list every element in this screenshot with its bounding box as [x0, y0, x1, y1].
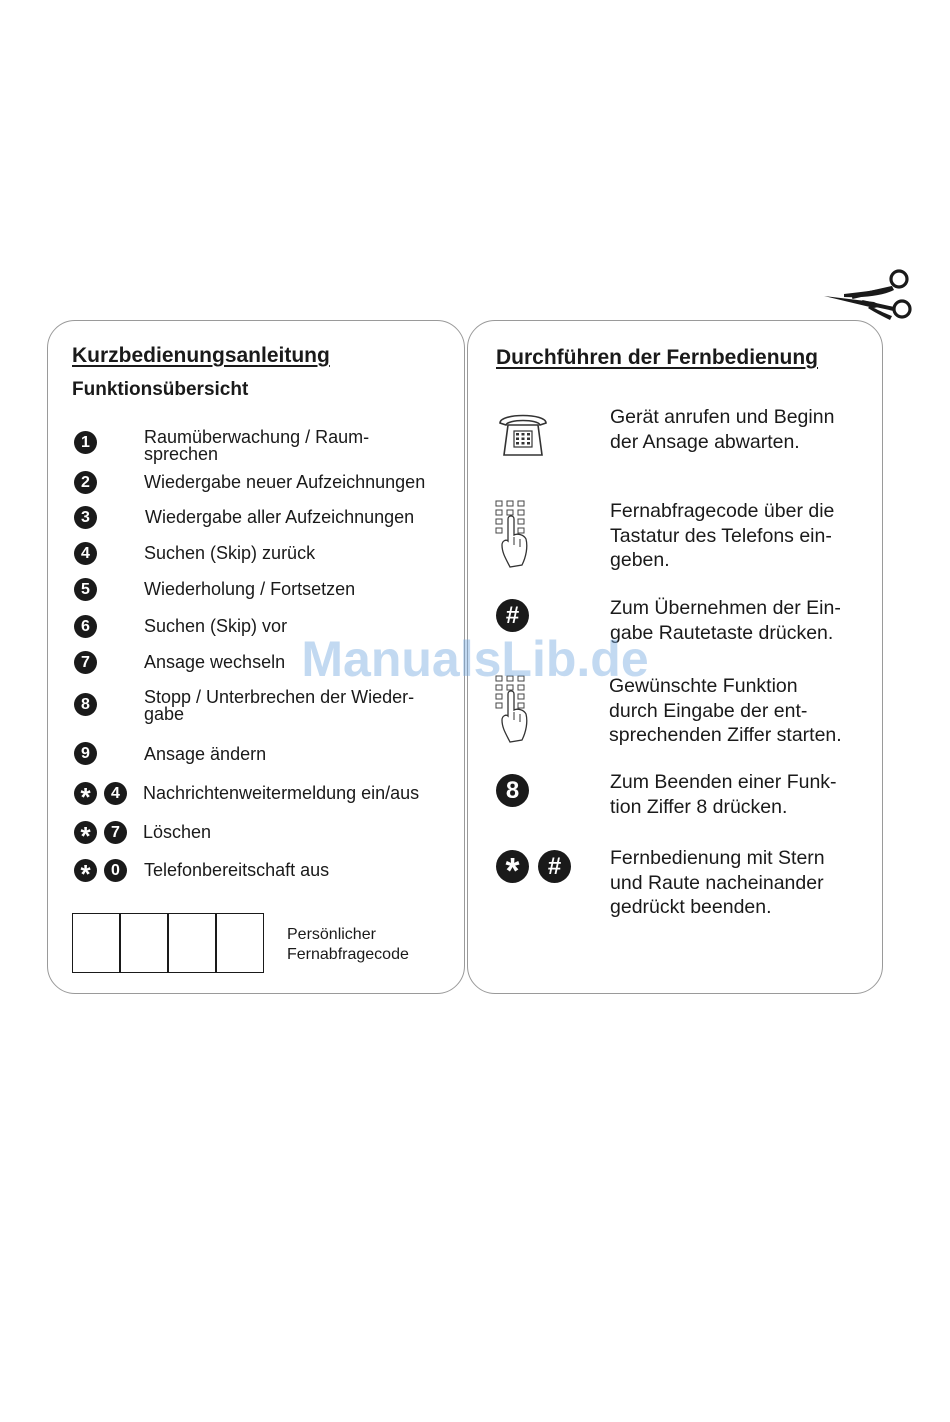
- code-digit-box-4[interactable]: [216, 913, 264, 973]
- function-text: Wiedergabe neuer Aufzeichnungen: [144, 472, 426, 492]
- telephone-icon: [494, 407, 552, 459]
- function-text: Ansage ändern: [144, 744, 267, 764]
- function-text: Telefonbereitschaft aus: [144, 860, 330, 880]
- step-text: Gerät anrufen und Beginn der Ansage abwarten.: [610, 406, 835, 453]
- star-key-icon: *: [496, 850, 529, 883]
- key-4-icon: 4: [74, 542, 97, 565]
- remote-control-card: [467, 320, 883, 994]
- key-7-icon: 7: [104, 821, 127, 844]
- step-text: Fernabfragecode über die Tastatur des Telefons ein- geben.: [610, 500, 835, 571]
- key-3-icon: 3: [74, 506, 97, 529]
- scissors-icon: [822, 266, 914, 322]
- function-text: Suchen (Skip) zurück: [144, 543, 316, 563]
- digit-8-key-icon: 8: [496, 774, 529, 807]
- code-digit-box-3[interactable]: [168, 913, 216, 973]
- step-text: Zum Übernehmen der Ein- gabe Rautetaste drücken.: [610, 597, 841, 644]
- key-9-icon: 9: [74, 742, 97, 765]
- function-overview-subtitle: Funktionsübersicht: [72, 379, 249, 400]
- key-8-icon: 8: [74, 693, 97, 716]
- star-key-icon: *: [74, 782, 97, 805]
- code-digit-box-1[interactable]: [72, 913, 120, 973]
- step-text: Zum Beenden einer Funk- tion Ziffer 8 drücken.: [610, 771, 837, 818]
- keypad-finger-icon: [494, 499, 534, 571]
- function-text: Löschen: [143, 822, 212, 842]
- function-text: Raumüberwachung / Raum- sprechen: [144, 427, 370, 464]
- key-4-icon: 4: [104, 782, 127, 805]
- code-digit-box-2[interactable]: [120, 913, 168, 973]
- key-1-icon: 1: [74, 431, 97, 454]
- watermark: ManualsLib.de: [301, 631, 649, 687]
- function-text: Ansage wechseln: [144, 652, 286, 672]
- key-0-icon: 0: [104, 859, 127, 882]
- function-text: Stopp / Unterbrechen der Wieder- gabe: [144, 687, 415, 724]
- remote-control-title: Durchführen der Fernbedienung: [496, 346, 819, 369]
- function-text: Wiedergabe aller Aufzeichnungen: [145, 507, 415, 527]
- quick-guide-title: Kurzbedienungsanleitung: [72, 344, 330, 367]
- function-text: Suchen (Skip) vor: [144, 616, 288, 636]
- function-text: Wiederholung / Fortsetzen: [144, 579, 356, 599]
- key-7-icon: 7: [74, 651, 97, 674]
- key-2-icon: 2: [74, 471, 97, 494]
- star-key-icon: *: [74, 821, 97, 844]
- step-text: Gewünschte Funktion durch Eingabe der ent- sprechenden Ziffer starten.: [609, 675, 842, 746]
- code-caption: Persönlicher Fernabfragecode: [287, 926, 409, 963]
- star-key-icon: *: [74, 859, 97, 882]
- hash-key-icon: #: [496, 599, 529, 632]
- key-5-icon: 5: [74, 578, 97, 601]
- function-text: Nachrichtenweitermeldung ein/aus: [143, 783, 420, 803]
- hash-key-icon: #: [538, 850, 571, 883]
- key-6-icon: 6: [74, 615, 97, 638]
- quick-guide-card: [47, 320, 465, 994]
- keypad-finger-icon: [494, 674, 534, 746]
- step-text: Fernbedienung mit Stern und Raute nacheinander gedrückt beenden.: [610, 847, 825, 918]
